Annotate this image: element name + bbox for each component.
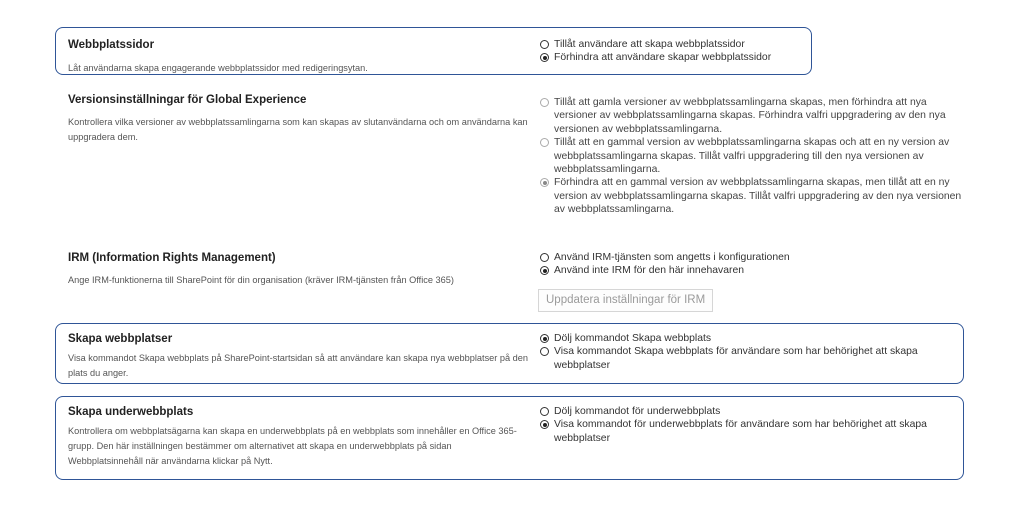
section-skapa-webbplatser-info xyxy=(68,332,528,381)
radio-button[interactable] xyxy=(540,138,549,147)
radio-option-old-versions[interactable] xyxy=(540,96,965,136)
radio-option-old-and-new-versions[interactable] xyxy=(540,136,965,176)
radio-option-show-subsite[interactable] xyxy=(540,418,955,445)
radio-button[interactable] xyxy=(540,407,549,416)
radio-label: Tillåt att gamla versioner av webbplatssamlingarna skapas, men förhindra att nya versioner av webbplatssamlingarna skapas. Förhindra valfri uppgradering av den nya versionen av webbplatssamlingarna. xyxy=(554,97,946,135)
radio-label: Visa kommandot för underwebbplats för användare som har behörighet att skapa webbplatser xyxy=(554,419,927,444)
radio-option-new-versions-only[interactable] xyxy=(540,176,965,216)
section-title: Skapa underwebbplats xyxy=(68,406,194,418)
radio-button-selected[interactable] xyxy=(540,266,549,275)
section-irm-info xyxy=(68,251,528,288)
radio-button-selected[interactable] xyxy=(540,178,549,187)
radio-button-selected[interactable] xyxy=(540,420,549,429)
irm-options xyxy=(540,251,965,278)
radio-label: Dölj kommandot Skapa webbplats xyxy=(554,333,712,344)
update-irm-settings-button[interactable]: Uppdatera inställningar för IRM xyxy=(538,289,713,312)
radio-option-hide-subsite[interactable] xyxy=(540,405,955,418)
radio-label: Använd IRM-tjänsten som angetts i konfigurationen xyxy=(554,252,790,263)
section-title: Skapa webbplatser xyxy=(68,333,173,345)
underwebbplats-options xyxy=(540,405,955,445)
webbplatssidor-options xyxy=(540,38,820,65)
radio-button-selected[interactable] xyxy=(540,53,549,62)
radio-button-selected[interactable] xyxy=(540,334,549,343)
radio-button[interactable] xyxy=(540,98,549,107)
section-description: Kontrollera om webbplatsägarna kan skapa en underwebbplats på en webbplats som innehåller en Office 365-grupp. Den här inställningen bestämmer om alternativet att skapa en underwebbplats på sidan Webbplatsinnehåll när användarna klickar på Nytt. xyxy=(68,426,517,466)
radio-label: Förhindra att användare skapar webbplatssidor xyxy=(554,52,772,64)
radio-button[interactable] xyxy=(540,253,549,262)
section-description: Kontrollera vilka versioner av webbplatssamlingarna som kan skapas av slutanvändarna och om användarna kan uppgradera dem. xyxy=(68,117,528,142)
section-title: IRM (Information Rights Management) xyxy=(68,252,276,264)
section-description: Låt användarna skapa engagerande webbplatssidor med redigeringsytan. xyxy=(68,63,368,73)
radio-option-use-irm[interactable] xyxy=(540,251,965,264)
section-title: Webbplatssidor xyxy=(68,39,155,51)
section-title: Versionsinställningar för Global Experience xyxy=(68,94,307,106)
radio-label: Använd inte IRM för den här innehavaren xyxy=(554,265,745,277)
section-description: Visa kommandot Skapa webbplats på SharePoint-startsidan så att användare kan skapa nya webbplatser på den plats du anger. xyxy=(68,353,529,378)
radio-option-prevent-site-pages[interactable] xyxy=(540,51,820,64)
radio-label: Tillåt användare att skapa webbplatssidor xyxy=(554,39,745,50)
radio-label: Förhindra att en gammal version av webbplatssamlingarna skapas, men tillåt att en ny version av webbplatssamlingarna skapas. Tillåt valfri uppgradering av den nya versionen av webbplatssamlingarna. xyxy=(554,177,962,216)
radio-label: Dölj kommandot för underwebbplats xyxy=(554,406,721,417)
radio-option-no-irm[interactable] xyxy=(540,264,965,277)
radio-button[interactable] xyxy=(540,40,549,49)
radio-label: Visa kommandot Skapa webbplats för användare som har behörighet att skapa webbplatser xyxy=(554,346,918,371)
versions-options xyxy=(540,96,965,217)
radio-option-hide-create-site[interactable] xyxy=(540,332,955,345)
section-underwebbplats-info xyxy=(68,405,523,469)
radio-button[interactable] xyxy=(540,347,549,356)
section-description: Ange IRM-funktionerna till SharePoint för din organisation (kräver IRM-tjänsten från Office 365) xyxy=(68,275,454,285)
section-webbplatssidor-info xyxy=(68,38,528,76)
radio-option-allow-site-pages[interactable] xyxy=(540,38,820,51)
skapa-webbplatser-options xyxy=(540,332,955,372)
radio-option-show-create-site[interactable] xyxy=(540,345,955,372)
section-versions-info xyxy=(68,93,528,145)
radio-label: Tillåt att en gammal version av webbplatssamlingarna skapas och att en ny version av webbplatssamlingarna skapas. Tillåt valfri uppgradering till den nya versionen av webbplatssamlingarna. xyxy=(554,137,950,176)
